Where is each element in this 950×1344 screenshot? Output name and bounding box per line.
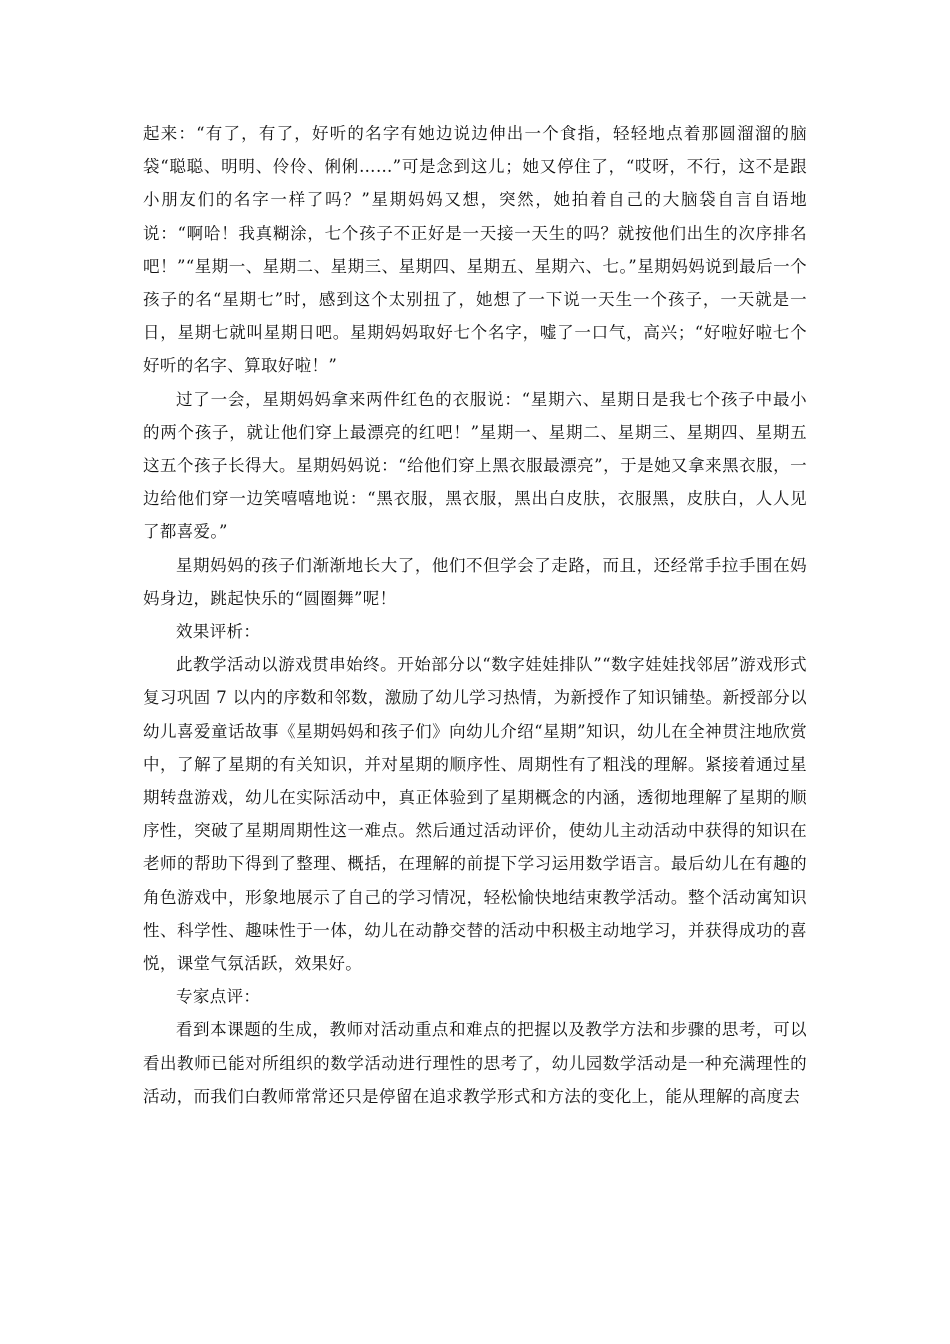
expert-comment-heading: 专家点评：	[176, 987, 261, 1007]
document-body	[143, 117, 807, 1113]
story-paragraph-1: 起来：“有了，有了，好听的名字有她边说边伸出一个食指，轻轻地点着那圆溜溜的脑袋“聪聪、明明、伶伶、俐俐……”可是念到这儿；她又停住了，“哎呀，不行，这不是跟小朋友们的名字一样了吗？”星期妈妈又想，突然，她拍着自己的大脑袋自言自语地说：“啊哈！我真糊涂，七个孩子不正好是一天接一天生的吗？就按他们出生的次序排名吧！”“星期一、星期二、星期三、星期四、星期五、星期六、七。”星期妈妈说到最后一个孩子的名“星期七”时，感到这个太别扭了，她想了一下说一天生一个孩子，一天就是一日，星期七就叫星期日吧。星期妈妈取好七个名字，嘘了一口气，高兴；“好啦好啦七个好听的名字、算取好啦！”	[143, 124, 807, 376]
story-paragraph-3: 星期妈妈的孩子们渐渐地长大了，他们不但学会了走路，而且，还经常手拉手围在妈妈身边，跳起快乐的“圆圈舞”呢！	[143, 555, 807, 608]
effect-analysis-paragraph: 此教学活动以游戏贯串始终。开始部分以“数字娃娃排队”“数字娃娃找邻居”游戏形式复习巩固 7 以内的序数和邻数，激励了幼儿学习热情，为新授作了知识铺垫。新授部分以幼儿喜爱童话故事《星期妈妈和孩子们》向幼儿介绍“星期”知识，幼儿在全神贯注地欣赏中，了解了星期的有关知识，并对星期的顺序性、周期性有了粗浅的理解。紧接着通过星期转盘游戏，幼儿在实际活动中，真正体验到了星期概念的内涵，透彻地理解了星期的顺序性，突破了星期周期性这一难点。然后通过活动评价，使幼儿主动活动中获得的知识在老师的帮助下得到了整理、概括，在理解的前提下学习运用数学语言。最后幼儿在有趣的角色游戏中，形象地展示了自己的学习情况，轻松愉快地结束教学活动。整个活动寓知识性、科学性、趣味性于一体，幼儿在动静交替的活动中积极主动地学习，并获得成功的喜悦，课堂气氛活跃，效果好。	[143, 655, 807, 974]
effect-analysis-heading: 效果评析：	[176, 622, 261, 642]
story-paragraph-2: 过了一会，星期妈妈拿来两件红色的衣服说：“星期六、星期日是我七个孩子中最小的两个孩子，就让他们穿上最漂亮的红吧！”星期一、星期二、星期三、星期四、星期五这五个孩子长得大。星期妈妈说：“给他们穿上黑衣服最漂亮”，于是她又拿来黑衣服，一边给他们穿一边笑嘻嘻地说：“黑衣服，黑衣服，黑出白皮肤，衣服黑，皮肤白，人人见了都喜爱。”	[143, 389, 807, 542]
expert-comment-paragraph: 看到本课题的生成，教师对活动重点和难点的把握以及教学方法和步骤的思考，可以看出教师已能对所组织的数学活动进行理性的思考了，幼儿园数学活动是一种充满理性的活动，而我们白教师常常还只是停留在追求教学形式和方法的变化上，能从理解的高度去	[143, 1020, 807, 1106]
